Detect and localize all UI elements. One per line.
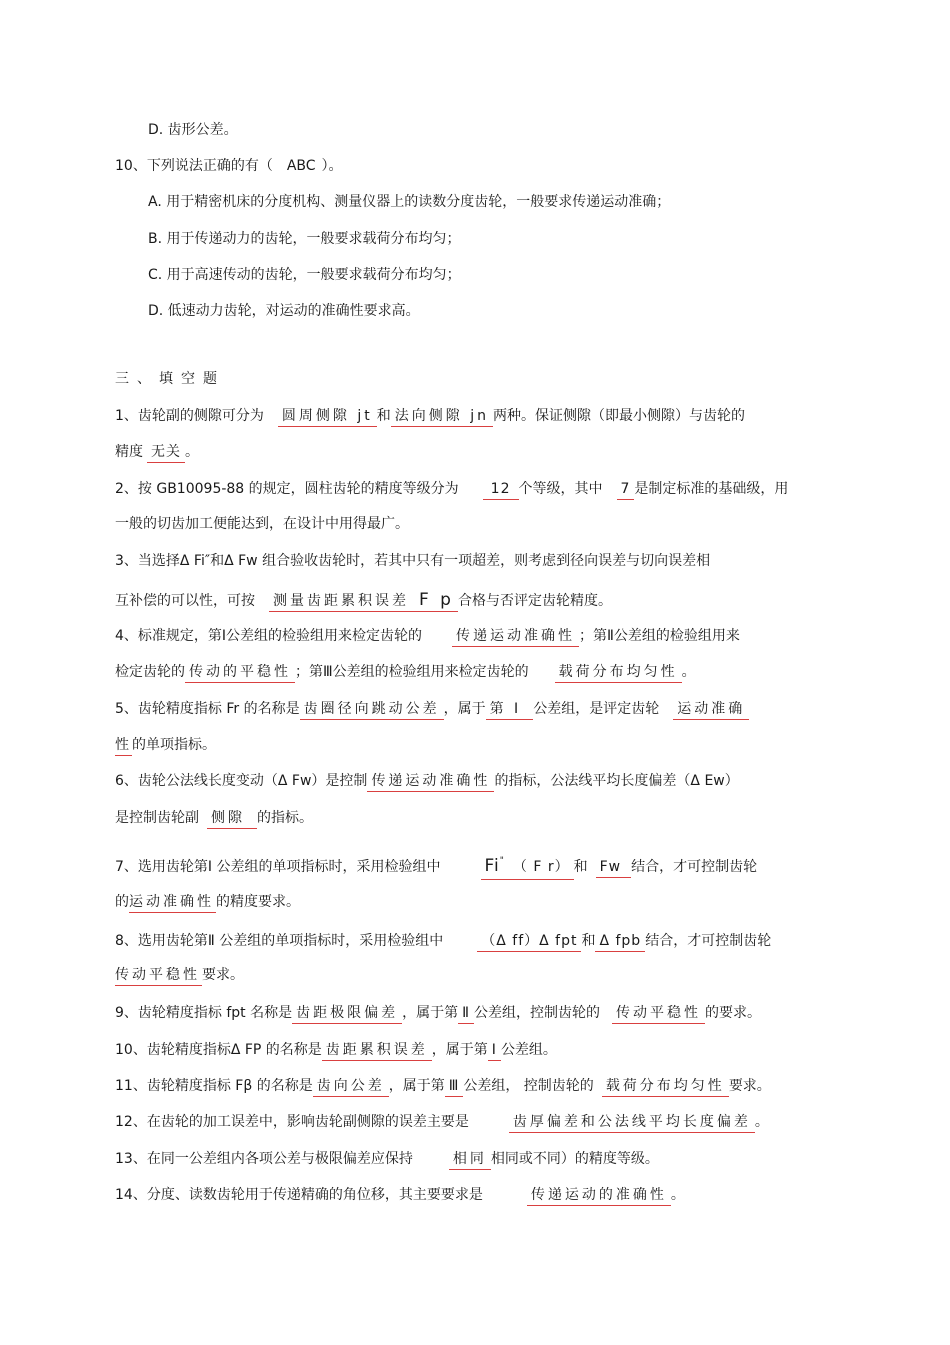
fill-q5-answer3: 运动准确 — [673, 699, 749, 720]
fill-q10-line: 10、齿轮精度指标Δ FP 的名称是 齿距累积误差 ，属于第 Ⅰ 公差组。 — [115, 1040, 557, 1061]
fill-q1-answer3: 无关 — [147, 442, 185, 463]
fill-q11-line: 11、齿轮精度指标 Fβ 的名称是 齿向公差 ，属于第 Ⅲ 公差组， 控制齿轮的 载荷分布均匀性 要求。 — [115, 1076, 771, 1097]
fill-q2-answer2: 7 — [617, 479, 635, 500]
fill-q1-line1: 1、齿轮副的侧隙可分为 圆周侧隙 jt 和 法向侧隙 jn 两种。保证侧隙（即最小侧隙）与齿轮的 — [115, 406, 745, 427]
fill-q11-answer1: 齿向公差 — [313, 1076, 389, 1097]
q9-option-d: D. 齿形公差。 — [148, 122, 238, 138]
fill-q9-line: 9、齿轮精度指标 fpt 名称是 齿距极限偏差 ，属于第 Ⅱ 公差组，控制齿轮的 传动平稳性 的要求。 — [115, 1003, 761, 1024]
fill-q3-line1: 3、当选择Δ Fi″和Δ Fw 组合验收齿轮时，若其中只有一项超差，则考虑到径向误差与切向误差相 — [115, 553, 711, 569]
q10-option-b: B. 用于传递动力的齿轮，一般要求载荷分布均匀； — [148, 231, 461, 247]
fill-q11-answer3: 载荷分布均匀性 — [602, 1076, 729, 1097]
q10-stem: 10、下列说法正确的有（ ABC ）。 — [115, 158, 343, 174]
fill-q1-line2: 精度 无关 。 — [115, 442, 199, 463]
fill-q7-answer1: Fi" （ F r） — [481, 856, 574, 880]
fill-q13-line: 13、在同一公差组内各项公差与极限偏差应保持 相同 相同或不同）的精度等级。 — [115, 1149, 659, 1170]
fill-q5-line1: 5、齿轮精度指标 Fr 的名称是 齿圈径向跳动公差 ，属于 第 Ⅰ 公差组，是评定齿轮 运动准确 — [115, 699, 749, 720]
fill-q1-answer2: 法向侧隙 jn — [391, 406, 493, 427]
fill-q4-answer3: 载荷分布均匀性 — [555, 662, 682, 683]
fill-q6-answer2: 侧隙 — [207, 808, 257, 829]
fill-q7-line2: 的运动准确性 的精度要求。 — [115, 892, 300, 913]
fill-q2-answer1: 12 — [483, 479, 519, 500]
fill-q14-line: 14、分度、读数齿轮用于传递精确的角位移，其主要要求是 传递运动的准确性 。 — [115, 1185, 685, 1206]
q10-option-a: A. 用于精密机床的分度机构、测量仪器上的读数分度齿轮，一般要求传递运动准确； — [148, 194, 671, 210]
fill-q5-line2: 性 的单项指标。 — [115, 735, 216, 756]
section-title: 三、填空题 — [115, 371, 225, 387]
fill-q13-answer1: 相同 — [449, 1149, 491, 1170]
fill-q6-line1: 6、齿轮公法线长度变动（Δ Fw）是控制 传递运动准确性 的指标，公法线平均长度偏差（Δ Ew） — [115, 771, 739, 792]
fill-q9-answer1: 齿距极限偏差 — [292, 1003, 402, 1024]
fill-q2-line1: 2、按 GB10095-88 的规定，圆柱齿轮的精度等级分为 12 个等级，其中 7 是制定标准的基础级，用 — [115, 479, 788, 500]
fill-q10-answer1: 齿距累积误差 — [322, 1040, 432, 1061]
fill-q8-answer1: （Δ ff）Δ fpt — [477, 931, 581, 952]
fill-q3-answer1: 测量齿距累积误差 F p — [269, 590, 458, 612]
fill-q7-answer3: 运动准确性 — [129, 892, 216, 913]
fill-q9-answer3: 传动平稳性 — [612, 1003, 705, 1024]
q10-option-d: D. 低速动力齿轮，对运动的准确性要求高。 — [148, 303, 420, 319]
fill-q4-line2: 检定齿轮的 传动的平稳性 ；第Ⅲ公差组的检验组用来检定齿轮的 载荷分布均匀性 。 — [115, 662, 696, 683]
fill-q8-answer3: 传动平稳性 — [115, 965, 202, 986]
fill-q7-answer2: Fw — [596, 857, 632, 878]
fill-q14-answer1: 传递运动的准确性 — [527, 1185, 671, 1206]
fill-q4-answer1: 传递运动准确性 — [452, 626, 579, 647]
fill-q4-line1: 4、标准规定，第Ⅰ公差组的检验组用来检定齿轮的 传递运动准确性 ；第Ⅱ公差组的检验组用来 — [115, 626, 740, 647]
fill-q5-answer1: 齿圈径向跳动公差 — [300, 699, 444, 720]
fill-q6-line2: 是控制齿轮副 侧隙 的指标。 — [115, 808, 313, 829]
fill-q8-line1: 8、选用齿轮第Ⅱ 公差组的单项指标时，采用检验组中 （Δ ff）Δ fpt 和 Δ fpb 结合，才可控制齿轮 — [115, 931, 771, 952]
fill-q11-answer2: Ⅲ — [445, 1076, 464, 1097]
fill-q8-answer2: Δ fpb — [595, 931, 645, 952]
fill-q8-line2: 传动平稳性 要求。 — [115, 965, 244, 986]
fill-q7-line1: 7、选用齿轮第Ⅰ 公差组的单项指标时，采用检验组中 Fi" （ F r） 和 Fw 结合，才可控制齿轮 — [115, 856, 757, 880]
fill-q12-line: 12、在齿轮的加工误差中，影响齿轮副侧隙的误差主要是 齿厚偏差和公法线平均长度偏差 。 — [115, 1112, 769, 1133]
fill-q5-answer3-cont: 性 — [115, 735, 132, 756]
fill-q4-answer2: 传动的平稳性 — [185, 662, 295, 683]
fill-q5-answer2: 第 Ⅰ — [486, 699, 534, 720]
fill-q10-answer2: Ⅰ — [488, 1040, 501, 1061]
fill-q1-answer1: 圆周侧隙 jt — [278, 406, 377, 427]
fill-q2-line2: 一般的切齿加工便能达到，在设计中用得最广。 — [115, 516, 409, 532]
fill-q9-answer2: Ⅱ — [458, 1003, 474, 1024]
fill-q12-answer1: 齿厚偏差和公法线平均长度偏差 — [509, 1112, 755, 1133]
fill-q6-answer1: 传递运动准确性 — [367, 771, 494, 792]
q10-answer: ABC — [286, 158, 316, 174]
fill-q3-line2: 互补偿的可以性，可按 测量齿距累积误差 F p 合格与否评定齿轮精度。 — [115, 590, 612, 610]
q10-option-c: C. 用于高速传动的齿轮，一般要求载荷分布均匀； — [148, 267, 461, 283]
